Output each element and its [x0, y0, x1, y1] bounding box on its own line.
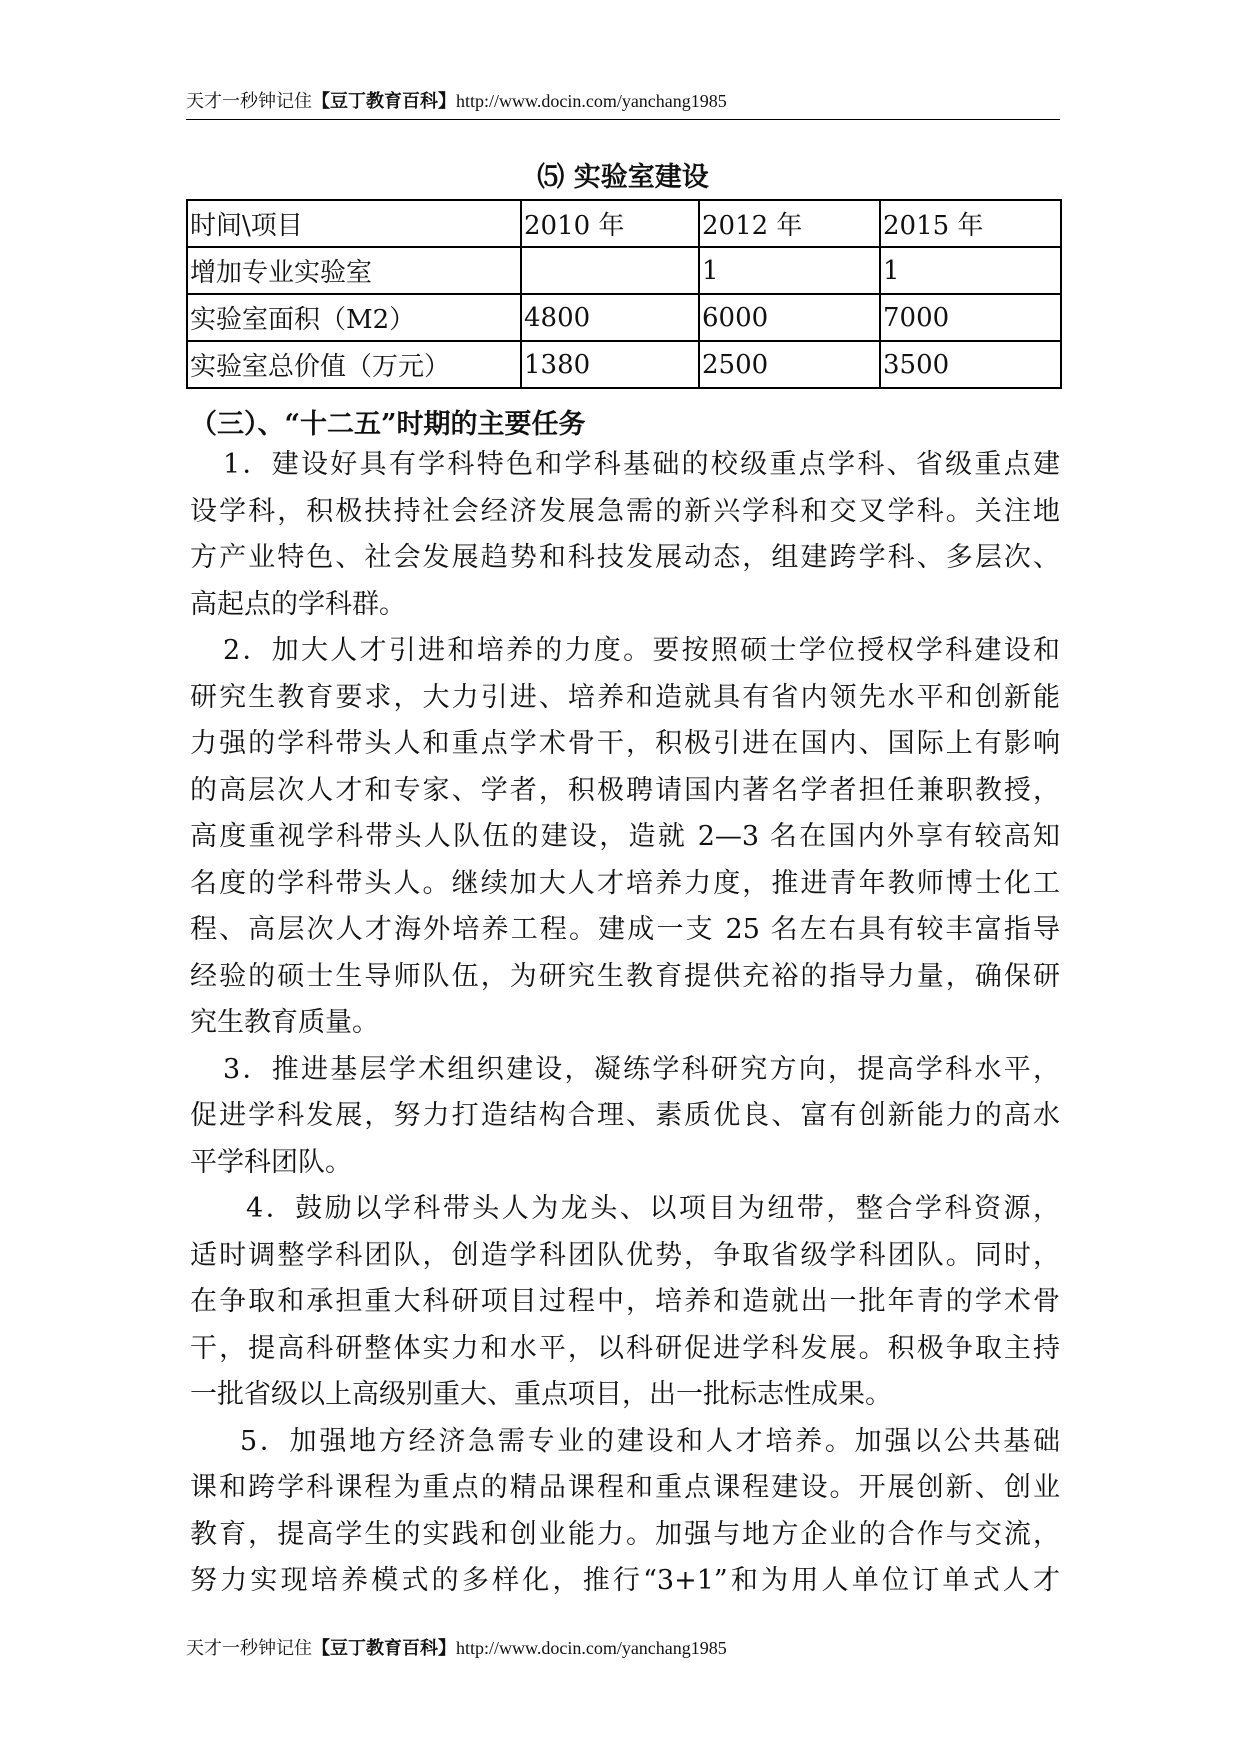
- table-cell: [521, 247, 699, 294]
- table-cell: 1: [699, 247, 880, 294]
- table-cell: 1: [880, 247, 1061, 294]
- paragraph-4-line-1: 4．鼓励以学科带头人为龙头、以项目为纽带，整合学科资源，: [246, 1193, 1060, 1224]
- paragraph-5-line-2: 课和跨学科课程为重点的精品课程和重点课程建设。开展创新、创业: [190, 1472, 1060, 1503]
- paragraph-5-line-3: 教育，提高学生的实践和创业能力。加强与地方企业的合作与交流，: [190, 1518, 1060, 1550]
- paragraph-4-line-2: 适时调整学科团队，创造学科团队优势，争取省级学科团队。同时，: [190, 1239, 1060, 1271]
- table-cell: 1380: [521, 341, 699, 388]
- paragraph-2-line-4: 的高层次人才和专家、学者，积极聘请国内著名学者担任兼职教授，: [190, 774, 1060, 806]
- table-header-cell: 2012 年: [699, 200, 880, 247]
- lab-construction-table: [186, 199, 1062, 389]
- paragraph-2-line-7: 程、高层次人才海外培养工程。建成一支 25 名左右具有较丰富指导: [190, 914, 1060, 945]
- paragraph-4-line-3: 在争取和承担重大科研项目过程中，培养和造就出一批年青的学术骨: [190, 1286, 1060, 1317]
- paragraph-1-line-3: 方产业特色、社会发展趋势和科技发展动态，组建跨学科、多层次、: [190, 542, 1060, 573]
- header-rule: [186, 119, 1060, 120]
- paragraph-3: [190, 1047, 1060, 1187]
- paragraph-4-line-4: 干，提高科研整体实力和水平，以科研促进学科发展。积极争取主持: [190, 1332, 1060, 1364]
- paragraph-2: [190, 628, 1060, 1047]
- paragraph-2-line-9: 究生教育质量。: [190, 1007, 379, 1038]
- table-header-cell: 2010 年: [521, 200, 699, 247]
- paragraph-1-line-4: 高起点的学科群。: [190, 588, 406, 620]
- table-row: [187, 341, 1061, 388]
- footer-prefix: 天才一秒钟记住: [186, 1638, 312, 1658]
- paragraph-2-line-2: 研究生教育要求，大力引进、培养和造就具有省内领先水平和创新能: [190, 681, 1060, 713]
- table-row-label: 实验室面积（M2）: [187, 294, 521, 341]
- page-footer: [186, 1635, 727, 1661]
- table-cell: 2500: [699, 341, 880, 388]
- paragraph-4: [190, 1186, 1060, 1419]
- paragraph-2-line-8: 经验的硕士生导师队伍，为研究生教育提供充裕的指导力量，确保研: [190, 960, 1060, 992]
- table-row: [187, 294, 1061, 341]
- table-row-label: 增加专业实验室: [187, 247, 521, 294]
- footer-url: http://www.docin.com/yanchang1985: [456, 1638, 727, 1658]
- table-row: [187, 247, 1061, 294]
- section-heading: （三）、“十二五”时期的主要任务: [190, 409, 586, 440]
- table-cell: 7000: [880, 294, 1061, 341]
- paragraph-3-line-3: 平学科团队。: [190, 1146, 352, 1178]
- footer-brand: 【豆丁教育百科】: [312, 1638, 456, 1658]
- header-brand: 【豆丁教育百科】: [312, 91, 456, 111]
- header-url: http://www.docin.com/yanchang1985: [456, 91, 727, 111]
- paragraph-1: [190, 442, 1060, 628]
- table-header-row: [187, 200, 1061, 247]
- table-cell: 6000: [699, 294, 880, 341]
- paragraph-5: [190, 1419, 1060, 1605]
- paragraph-3-line-1: 3．推进基层学术组织建设，凝练学科研究方向，提高学科水平，: [223, 1053, 1060, 1085]
- paragraph-1-line-1: 1．建设好具有学科特色和学科基础的校级重点学科、省级重点建: [223, 449, 1060, 480]
- paragraph-3-line-2: 促进学科发展，努力打造结构合理、素质优良、富有创新能力的高水: [190, 1100, 1060, 1131]
- paragraph-5-line-1: 5．加强地方经济急需专业的建设和人才培养。加强以公共基础: [240, 1425, 1060, 1457]
- table-cell: 3500: [880, 341, 1061, 388]
- paragraph-5-line-4: 努力实现培养模式的多样化，推行“3+1”和为用人单位订单式人才: [190, 1565, 1060, 1596]
- table-title: ⑸ 实验室建设: [537, 162, 709, 193]
- table-header-cell: 时间\项目: [187, 200, 521, 247]
- page-header: [186, 88, 727, 114]
- paragraph-1-line-2: 设学科，积极扶持社会经济发展急需的新兴学科和交叉学科。关注地: [190, 495, 1060, 527]
- paragraph-4-line-5: 一批省级以上高级别重大、重点项目，出一批标志性成果。: [190, 1379, 892, 1410]
- table-cell: 4800: [521, 294, 699, 341]
- paragraph-2-line-3: 力强的学科带头人和重点学术骨干，积极引进在国内、国际上有影响: [190, 728, 1060, 759]
- table-row-label: 实验室总价值（万元）: [187, 341, 521, 388]
- paragraph-2-line-5: 高度重视学科带头人队伍的建设，造就 2—3 名在国内外享有较高知: [190, 821, 1060, 852]
- paragraph-2-line-6: 名度的学科带头人。继续加大人才培养力度，推进青年教师博士化工: [190, 867, 1060, 899]
- table-header-cell: 2015 年: [880, 200, 1061, 247]
- body-text: [190, 442, 1060, 1605]
- header-prefix: 天才一秒钟记住: [186, 91, 312, 111]
- paragraph-2-line-1: 2．加大人才引进和培养的力度。要按照硕士学位授权学科建设和: [223, 635, 1060, 666]
